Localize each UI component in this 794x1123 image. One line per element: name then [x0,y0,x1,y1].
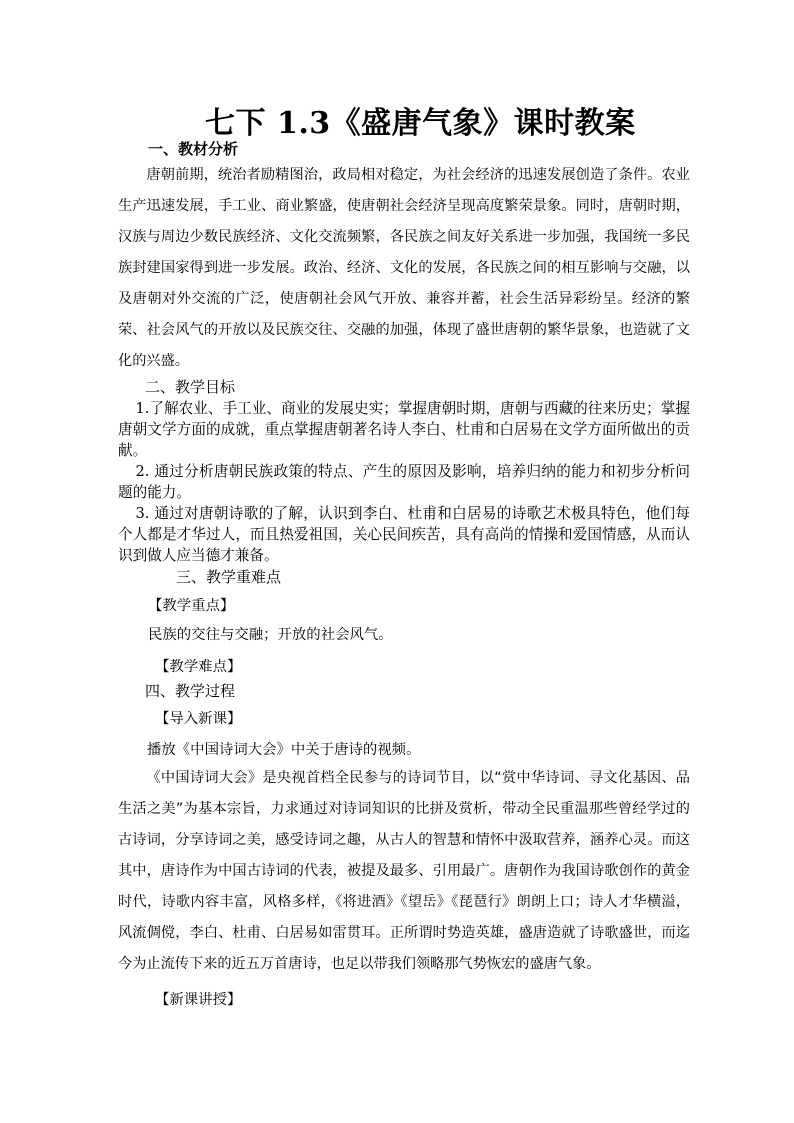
key-points-text: 民族的交往与交融；开放的社会风气。 [148,627,393,643]
section-heading-textbook-analysis: 一、教材分析 [148,140,239,158]
key-points-label: 【教学重点】 [148,598,235,614]
section-heading-teaching-goals: 二、教学目标 [145,378,236,396]
teaching-goal-2: 2. 通过分析唐朝民族政策的特点、产生的原因及影响，培养归纳的能力和初步分析问题的能力。 [118,463,690,501]
document-title: 七下 1.3《盛唐气象》课时教案 [205,106,636,141]
textbook-analysis-paragraph: 唐朝前期，统治者励精图治，政局相对稳定，为社会经济的迅速发展创造了条件。农业生产迅速发展，手工业、商业繁盛，使唐朝社会经济呈现高度繁荣景象。同时，唐朝时期，汉族与周边少数民族经济、文化交流频繁，各民族之间友好关系进一步加强，我国统一多民族封建国家得到进一步发展。政治、经济、文化的发展，各民族之间的相互影响与交融，以及唐朝对外交流的广泛，使唐朝社会风气开放、兼容并蓄，社会生活异彩纷呈。经济的繁荣、社会风气的开放以及民族交往、交融的加强，体现了盛世唐朝的繁华景象，也造就了文化的兴盛。 [118,167,690,369]
section-heading-key-difficult-points: 三、教学重难点 [176,568,282,586]
new-lesson-label: 【新课讲授】 [155,992,242,1008]
intro-paragraph: 《中国诗词大会》是央视首档全民参与的诗词节目，以“赏中华诗词、寻文化基因、品生活之美”为基本宗旨，力求通过对诗词知识的比拼及赏析，带动全民重温那些曾经学过的古诗词，分享诗词之美，感受诗词之趣，从古人的智慧和情怀中汲取营养，涵养心灵。而这其中，唐诗作为中国古诗词的代表，被提及最多、引用最广。唐朝作为我国诗歌创作的黄金时代，诗歌内容丰富，风格多样，《将进酒》《望岳》《琵琶行》朗朗上口；诗人才华横溢，风流倜傥，李白、杜甫、白居易如雷贯耳。正所谓时势造英雄，盛唐造就了诗歌盛世，而迄今为止流传下来的近五万首唐诗，也足以带我们领略那气势恢宏的盛唐气象。 [118,770,690,972]
section-heading-teaching-process: 四、教学过程 [145,682,236,700]
intro-text: 播放《中国诗词大会》中关于唐诗的视频。 [147,742,421,758]
intro-label: 【导入新课】 [155,711,242,727]
difficult-points-label: 【教学难点】 [155,659,242,675]
teaching-goal-1: 1.了解农业、手工业、商业的发展史实；掌握唐朝时期，唐朝与西藏的往来历史；掌握唐朝文学方面的成就，重点掌握唐朝著名诗人李白、杜甫和白居易在文学方面所做出的贡献。 [118,400,690,459]
teaching-goal-3: 3. 通过对唐朝诗歌的了解，认识到李白、杜甫和白居易的诗歌艺术极具特色，他们每个人都是才华过人，而且热爱祖国，关心民间疾苦，具有高尚的情操和爱国情感，从而认识到做人应当德才兼备。 [118,505,690,564]
